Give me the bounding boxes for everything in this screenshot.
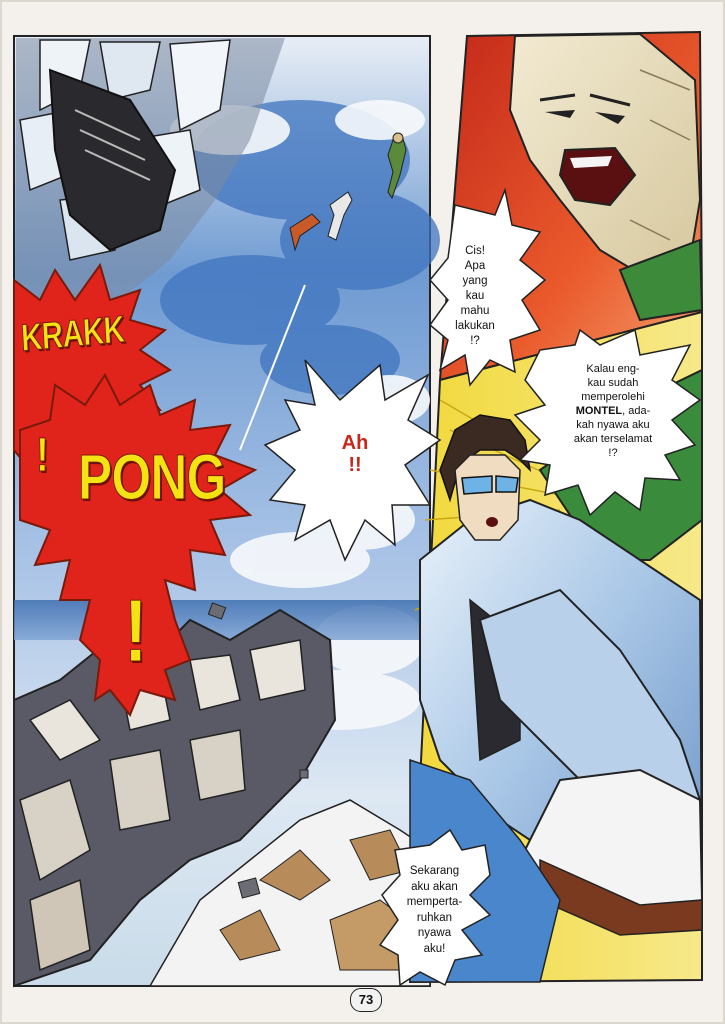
cis-line: Apa [464,260,486,272]
kalau-speech-text [548,362,678,460]
sekarang-line: Sekarang [409,865,460,877]
cis-line: kau [465,290,485,302]
cis-speech-text [445,244,505,349]
sekarang-line: aku! [423,942,446,955]
cis-line: lakukan [455,320,495,332]
cis-line: !? [470,335,480,347]
ah-line: !! [348,454,362,476]
kalau-line: akan terselamat [573,433,653,445]
cis-line: Cis! [465,245,485,257]
kalau-line: !? [608,447,618,459]
sekarang-line: nyawa [417,927,452,939]
sekarang-line: ruhkan [416,911,453,924]
montel-word: MONTEL [575,405,623,417]
kalau-line: kau sudah [587,377,639,389]
sekarang-line: aku akan [411,880,458,893]
sekarang-line: memperta- [406,896,463,908]
ah-line: Ah [341,432,369,454]
cis-line: mahu [460,305,490,317]
page-number: 73 [350,988,382,1012]
kalau-line: kah nyawa aku [576,419,650,431]
sfx-exclaim-big: ! [124,581,147,680]
cis-line: yang [462,275,488,287]
hero-sunglasses [462,476,518,494]
hero-face [455,455,520,540]
sfx-krakk: KRAKK [20,308,126,360]
sfx-pong: PONG [78,441,226,513]
sekarang-speech-text [397,864,472,957]
kalau-line-montel [548,404,678,418]
kalau-line: Kalau eng- [586,363,640,375]
kalau-line: memperolehi [581,391,645,403]
ah-speech-text [325,432,385,476]
montel-suffix: , ada- [622,405,651,417]
sfx-exclaim-small: ! [36,429,48,482]
